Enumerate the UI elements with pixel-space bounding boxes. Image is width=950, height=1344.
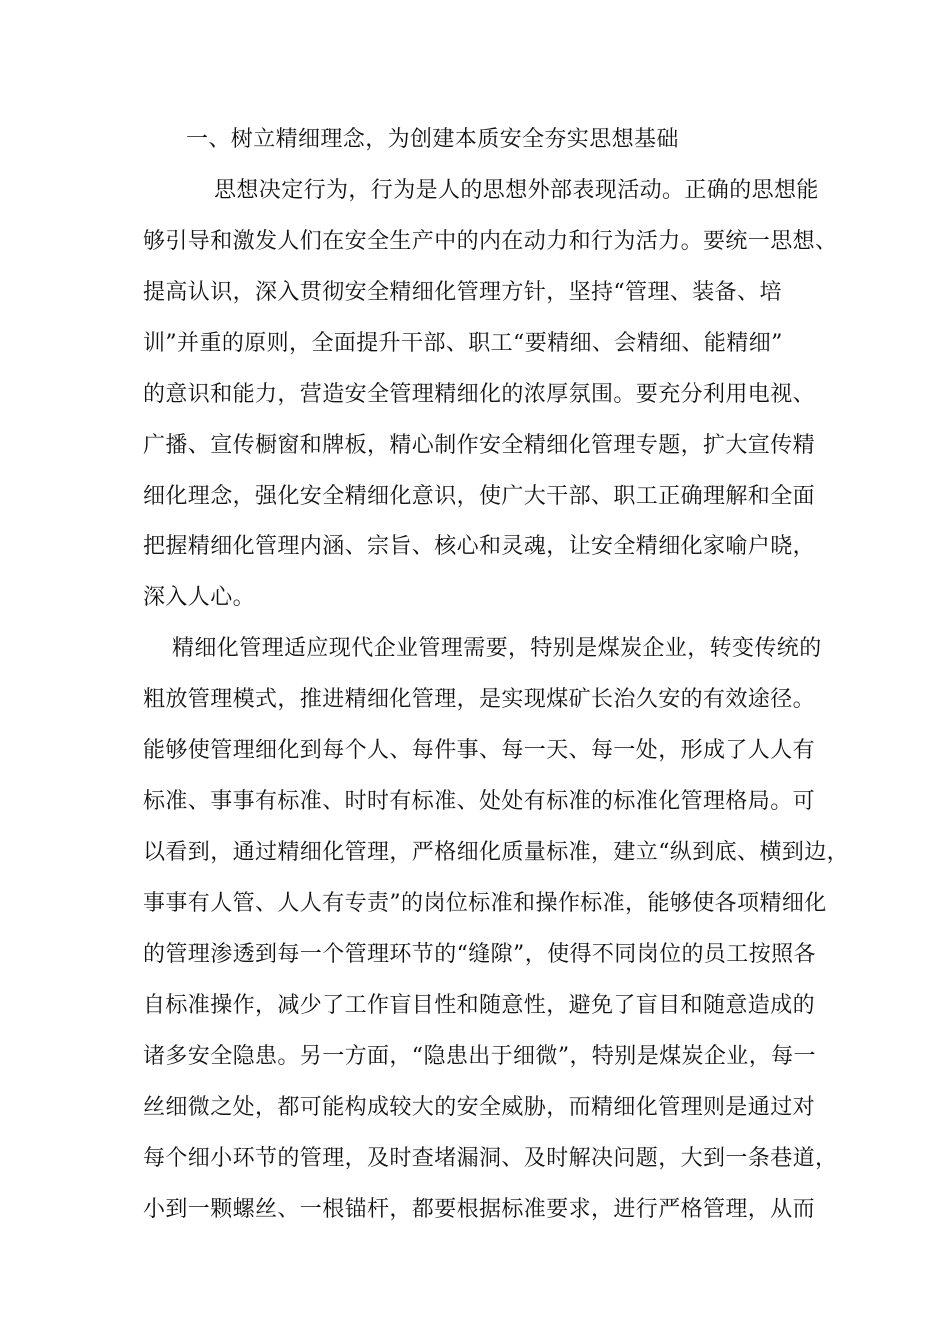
paragraph-line: 诸多安全隐患。另一方面，“隐患出于细微”，特别是煤炭企业，每一: [143, 1044, 816, 1069]
paragraph-line: 事事有人管、人人有专责”的岗位标准和操作标准，能够使各项精细化: [143, 891, 827, 916]
paragraph-line: 把握精细化管理内涵、宗旨、核心和灵魂，让安全精细化家喻户晓，: [143, 534, 816, 559]
paragraph-line: 标准、事事有标准、时时有标准、处处有标准的标准化管理格局。可: [143, 789, 816, 814]
paragraph-line: 够引导和激发人们在安全生产中的内在动力和行为活力。要统一思想、: [143, 229, 838, 254]
paragraph-line: 粗放管理模式，推进精细化管理，是实现煤矿长治久安的有效途径。: [143, 687, 816, 712]
paragraph-line: 提高认识，深入贯彻安全精细化管理方针，坚持“管理、装备、培: [143, 280, 782, 305]
paragraph-line: 思想决定行为，行为是人的思想外部表现活动。正确的思想能: [214, 178, 819, 203]
paragraph-line: 自标准操作，减少了工作盲目性和随意性，避免了盲目和随意造成的: [143, 993, 816, 1018]
paragraph-line: 小到一颗螺丝、一根锚杆，都要根据标准要求，进行严格管理，从而: [143, 1197, 816, 1222]
paragraph-line: 训”并重的原则，全面提升干部、职工“要精细、会精细、能精细”: [143, 331, 783, 356]
paragraph-line: 广播、宣传橱窗和牌板，精心制作安全精细化管理专题，扩大宣传精: [143, 433, 816, 458]
paragraph-line: 以看到，通过精细化管理，严格细化质量标准，建立“纵到底、横到边，: [143, 840, 850, 865]
paragraph-line: 细化理念，强化安全精细化意识，使广大干部、职工正确理解和全面: [143, 484, 816, 509]
paragraph-line: 深入人心。: [143, 585, 256, 610]
paragraph-line: 精细化管理适应现代企业管理需要，特别是煤炭企业，转变传统的: [172, 636, 822, 661]
paragraph-line: 的管理渗透到每一个管理环节的“缝隙”，使得不同岗位的员工按照各: [143, 942, 816, 967]
paragraph-line: 丝细微之处，都可能构成较大的安全威胁，而精细化管理则是通过对: [143, 1095, 816, 1120]
paragraph-line: 的意识和能力，营造安全管理精细化的浓厚氛围。要充分利用电视、: [143, 382, 816, 407]
section-heading: 一、树立精细理念，为创建本质安全夯实思想基础: [186, 127, 679, 152]
paragraph-line: 每个细小环节的管理，及时查堵漏洞、及时解决问题，大到一条巷道，: [143, 1146, 838, 1171]
paragraph-line: 能够使管理细化到每个人、每件事、每一天、每一处，形成了人人有: [143, 738, 816, 763]
